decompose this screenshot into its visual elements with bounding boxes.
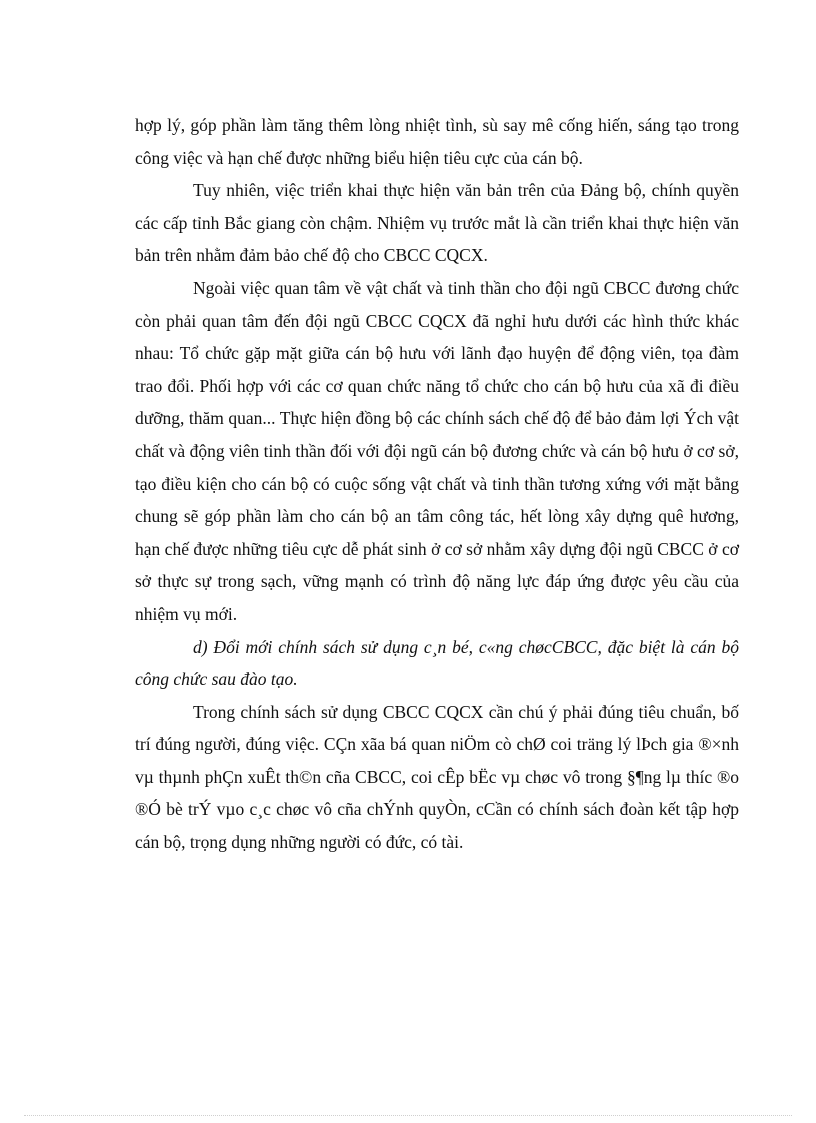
body-text	[135, 109, 739, 859]
paragraph-usage-policy: Trong chính sách sử dụng CBCC CQCX cần chú ý phải đúng tiêu chuẩn, bố trí đúng người, đúng việc. CÇn xãa bá quan niÖm cò chØ coi träng lý lÞch gia ®×nh vµ thµnh phÇn xuÊt th©n cña CBCC, coi cÊp bËc vµ chøc vô trong §¶ng lµ thíc ®o ®Ó bè trÝ vµo c¸c chøc vô cña chÝnh quyÒn, cCần có chính sách đoàn kết tập hợp cán bộ, trọng dụng những người có đức, có tài.	[135, 701, 739, 853]
section-heading-d: d) Đổi mới chính sách sử dụng c¸n bé, c«ng chøcCBCC, đặc biệt là cán bộ công chức sau đào tạo.	[135, 636, 739, 690]
page-bottom-divider	[24, 1115, 792, 1116]
paragraph-continuation: hợp lý, góp phần làm tăng thêm lòng nhiệt tình, sù say mê cống hiến, sáng tạo trong công việc và hạn chế được những biểu hiện tiêu cực của cán bộ.	[135, 115, 739, 168]
paragraph-implementation: Tuy nhiên, việc triển khai thực hiện văn bản trên của Đảng bộ, chính quyền các cấp tỉnh Bắc giang còn chậm. Nhiệm vụ trước mắt là cần triển khai thực hiện văn bản trên nhằm đảm bảo chế độ cho CBCC CQCX.	[135, 180, 739, 266]
paragraph-retired-staff: Ngoài việc quan tâm về vật chất và tinh thần cho đội ngũ CBCC đương chức còn phải quan tâm đến đội ngũ CBCC CQCX đã nghỉ hưu dưới các hình thức khác nhau: Tổ chức gặp mặt giữa cán bộ hưu với lãnh đạo huyện để động viên, tọa đàm trao đổi. Phối hợp với các cơ quan chức năng tổ chức cho cán bộ hưu của xã đi điều dưỡng, thăm quan... Thực hiện đồng bộ các chính sách chế độ để bảo đảm lợi Ých vật chất và động viên tinh thần đối với đội ngũ cán bộ đương chức và cán bộ hưu ở cơ sở, tạo điều kiện cho cán bộ có cuộc sống vật chất và tinh thần tương xứng với mặt bằng chung sẽ góp phần làm cho cán bộ an tâm công tác, hết lòng xây dựng quê hương, hạn chế được những tiêu cực dễ phát sinh ở cơ sở nhằm xây dựng đội ngũ CBCC ở cơ sở thực sự trong sạch, vững mạnh có trình độ năng lực đáp ứng được yêu cầu của nhiệm vụ mới.	[135, 277, 739, 624]
